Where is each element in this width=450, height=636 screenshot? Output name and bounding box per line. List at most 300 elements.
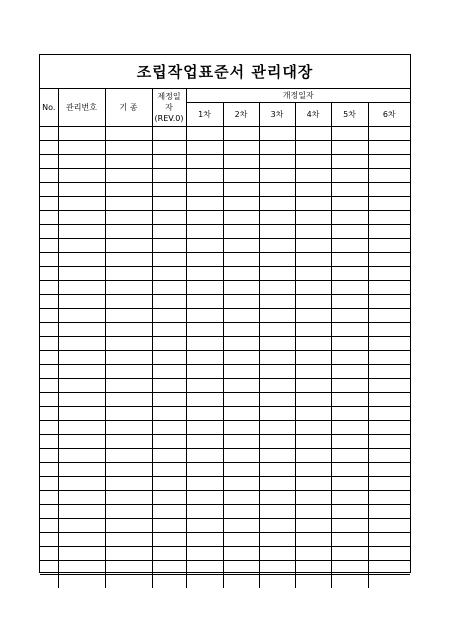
table-cell[interactable] xyxy=(368,378,410,392)
table-cell[interactable] xyxy=(186,238,223,252)
table-cell[interactable] xyxy=(152,420,186,434)
table-cell[interactable] xyxy=(58,308,105,322)
table-cell[interactable] xyxy=(152,574,186,588)
table-cell[interactable] xyxy=(58,462,105,476)
table-cell[interactable] xyxy=(223,350,259,364)
table-cell[interactable] xyxy=(259,392,295,406)
table-cell[interactable] xyxy=(295,126,331,140)
table-cell[interactable] xyxy=(223,280,259,294)
table-cell[interactable] xyxy=(58,238,105,252)
table-cell[interactable] xyxy=(223,504,259,518)
table-cell[interactable] xyxy=(152,560,186,574)
table-cell[interactable] xyxy=(331,336,368,350)
table-cell[interactable] xyxy=(40,140,58,154)
table-cell[interactable] xyxy=(368,560,410,574)
table-cell[interactable] xyxy=(58,294,105,308)
table-cell[interactable] xyxy=(331,518,368,532)
table-cell[interactable] xyxy=(58,350,105,364)
table-cell[interactable] xyxy=(152,238,186,252)
table-cell[interactable] xyxy=(58,154,105,168)
table-cell[interactable] xyxy=(105,490,152,504)
table-cell[interactable] xyxy=(368,532,410,546)
table-cell[interactable] xyxy=(105,252,152,266)
table-cell[interactable] xyxy=(58,546,105,560)
table-cell[interactable] xyxy=(331,476,368,490)
table-cell[interactable] xyxy=(58,140,105,154)
table-cell[interactable] xyxy=(295,140,331,154)
table-cell[interactable] xyxy=(186,462,223,476)
table-cell[interactable] xyxy=(186,476,223,490)
table-cell[interactable] xyxy=(40,364,58,378)
table-cell[interactable] xyxy=(295,532,331,546)
table-cell[interactable] xyxy=(105,518,152,532)
table-cell[interactable] xyxy=(223,210,259,224)
table-cell[interactable] xyxy=(105,560,152,574)
table-cell[interactable] xyxy=(259,308,295,322)
table-cell[interactable] xyxy=(259,266,295,280)
table-cell[interactable] xyxy=(331,504,368,518)
table-cell[interactable] xyxy=(58,322,105,336)
table-cell[interactable] xyxy=(331,434,368,448)
table-cell[interactable] xyxy=(186,336,223,350)
table-cell[interactable] xyxy=(295,294,331,308)
table-cell[interactable] xyxy=(58,280,105,294)
table-cell[interactable] xyxy=(368,546,410,560)
table-cell[interactable] xyxy=(186,126,223,140)
table-cell[interactable] xyxy=(368,280,410,294)
table-cell[interactable] xyxy=(186,378,223,392)
table-cell[interactable] xyxy=(186,420,223,434)
table-cell[interactable] xyxy=(58,224,105,238)
table-cell[interactable] xyxy=(186,504,223,518)
table-cell[interactable] xyxy=(105,350,152,364)
table-cell[interactable] xyxy=(223,154,259,168)
table-cell[interactable] xyxy=(368,168,410,182)
table-cell[interactable] xyxy=(152,196,186,210)
table-cell[interactable] xyxy=(58,210,105,224)
table-cell[interactable] xyxy=(105,364,152,378)
table-cell[interactable] xyxy=(295,434,331,448)
table-cell[interactable] xyxy=(105,532,152,546)
table-cell[interactable] xyxy=(295,196,331,210)
table-cell[interactable] xyxy=(40,210,58,224)
table-cell[interactable] xyxy=(40,336,58,350)
table-cell[interactable] xyxy=(259,364,295,378)
table-cell[interactable] xyxy=(223,140,259,154)
table-cell[interactable] xyxy=(295,462,331,476)
table-cell[interactable] xyxy=(186,168,223,182)
table-cell[interactable] xyxy=(259,168,295,182)
table-cell[interactable] xyxy=(186,518,223,532)
table-cell[interactable] xyxy=(295,224,331,238)
table-cell[interactable] xyxy=(368,350,410,364)
table-cell[interactable] xyxy=(58,196,105,210)
table-cell[interactable] xyxy=(331,238,368,252)
table-cell[interactable] xyxy=(331,532,368,546)
table-cell[interactable] xyxy=(152,140,186,154)
table-cell[interactable] xyxy=(105,434,152,448)
table-cell[interactable] xyxy=(259,196,295,210)
table-cell[interactable] xyxy=(58,574,105,588)
table-cell[interactable] xyxy=(295,182,331,196)
table-cell[interactable] xyxy=(152,280,186,294)
table-cell[interactable] xyxy=(186,224,223,238)
table-cell[interactable] xyxy=(223,238,259,252)
table-cell[interactable] xyxy=(152,364,186,378)
table-cell[interactable] xyxy=(259,462,295,476)
table-cell[interactable] xyxy=(368,518,410,532)
table-cell[interactable] xyxy=(223,574,259,588)
table-cell[interactable] xyxy=(331,392,368,406)
table-cell[interactable] xyxy=(40,504,58,518)
table-cell[interactable] xyxy=(259,322,295,336)
table-cell[interactable] xyxy=(295,560,331,574)
table-cell[interactable] xyxy=(223,322,259,336)
table-cell[interactable] xyxy=(105,196,152,210)
table-cell[interactable] xyxy=(223,532,259,546)
table-cell[interactable] xyxy=(152,182,186,196)
table-cell[interactable] xyxy=(105,392,152,406)
table-cell[interactable] xyxy=(223,378,259,392)
table-cell[interactable] xyxy=(295,350,331,364)
table-cell[interactable] xyxy=(331,406,368,420)
table-cell[interactable] xyxy=(223,336,259,350)
table-cell[interactable] xyxy=(223,266,259,280)
table-cell[interactable] xyxy=(368,434,410,448)
table-cell[interactable] xyxy=(368,574,410,588)
table-cell[interactable] xyxy=(295,476,331,490)
table-cell[interactable] xyxy=(331,140,368,154)
table-cell[interactable] xyxy=(259,238,295,252)
table-cell[interactable] xyxy=(223,196,259,210)
table-cell[interactable] xyxy=(331,490,368,504)
table-cell[interactable] xyxy=(223,168,259,182)
table-cell[interactable] xyxy=(223,490,259,504)
table-cell[interactable] xyxy=(40,308,58,322)
table-cell[interactable] xyxy=(223,420,259,434)
table-cell[interactable] xyxy=(368,364,410,378)
table-cell[interactable] xyxy=(331,546,368,560)
table-cell[interactable] xyxy=(259,406,295,420)
table-cell[interactable] xyxy=(186,574,223,588)
table-cell[interactable] xyxy=(186,280,223,294)
table-cell[interactable] xyxy=(105,238,152,252)
table-cell[interactable] xyxy=(223,434,259,448)
table-cell[interactable] xyxy=(152,224,186,238)
table-cell[interactable] xyxy=(295,546,331,560)
table-cell[interactable] xyxy=(368,182,410,196)
table-cell[interactable] xyxy=(40,518,58,532)
table-cell[interactable] xyxy=(40,266,58,280)
table-cell[interactable] xyxy=(105,378,152,392)
table-cell[interactable] xyxy=(152,322,186,336)
table-cell[interactable] xyxy=(331,182,368,196)
table-cell[interactable] xyxy=(105,336,152,350)
table-cell[interactable] xyxy=(186,532,223,546)
table-cell[interactable] xyxy=(368,392,410,406)
table-cell[interactable] xyxy=(368,420,410,434)
table-cell[interactable] xyxy=(105,476,152,490)
table-cell[interactable] xyxy=(40,378,58,392)
table-cell[interactable] xyxy=(331,210,368,224)
table-cell[interactable] xyxy=(186,182,223,196)
table-cell[interactable] xyxy=(295,322,331,336)
table-cell[interactable] xyxy=(259,518,295,532)
table-cell[interactable] xyxy=(368,490,410,504)
table-cell[interactable] xyxy=(223,462,259,476)
table-cell[interactable] xyxy=(259,140,295,154)
table-cell[interactable] xyxy=(40,182,58,196)
table-cell[interactable] xyxy=(295,392,331,406)
table-cell[interactable] xyxy=(186,434,223,448)
table-cell[interactable] xyxy=(152,532,186,546)
table-cell[interactable] xyxy=(40,154,58,168)
table-cell[interactable] xyxy=(105,126,152,140)
table-cell[interactable] xyxy=(368,294,410,308)
table-cell[interactable] xyxy=(186,308,223,322)
table-cell[interactable] xyxy=(58,126,105,140)
table-cell[interactable] xyxy=(259,350,295,364)
table-cell[interactable] xyxy=(223,406,259,420)
table-cell[interactable] xyxy=(186,406,223,420)
table-cell[interactable] xyxy=(152,518,186,532)
table-cell[interactable] xyxy=(223,518,259,532)
table-cell[interactable] xyxy=(368,224,410,238)
table-cell[interactable] xyxy=(368,308,410,322)
table-cell[interactable] xyxy=(295,238,331,252)
table-cell[interactable] xyxy=(40,238,58,252)
table-cell[interactable] xyxy=(152,378,186,392)
table-cell[interactable] xyxy=(58,266,105,280)
table-cell[interactable] xyxy=(331,308,368,322)
table-cell[interactable] xyxy=(186,364,223,378)
table-cell[interactable] xyxy=(40,462,58,476)
table-cell[interactable] xyxy=(259,448,295,462)
table-cell[interactable] xyxy=(58,448,105,462)
table-cell[interactable] xyxy=(105,210,152,224)
table-cell[interactable] xyxy=(40,420,58,434)
table-cell[interactable] xyxy=(259,476,295,490)
table-cell[interactable] xyxy=(152,126,186,140)
table-cell[interactable] xyxy=(40,406,58,420)
table-cell[interactable] xyxy=(259,126,295,140)
table-cell[interactable] xyxy=(105,322,152,336)
table-cell[interactable] xyxy=(295,518,331,532)
table-cell[interactable] xyxy=(331,420,368,434)
table-cell[interactable] xyxy=(259,574,295,588)
table-cell[interactable] xyxy=(295,364,331,378)
table-cell[interactable] xyxy=(152,252,186,266)
table-cell[interactable] xyxy=(105,168,152,182)
table-cell[interactable] xyxy=(223,294,259,308)
table-cell[interactable] xyxy=(295,504,331,518)
table-cell[interactable] xyxy=(152,168,186,182)
table-cell[interactable] xyxy=(105,280,152,294)
table-cell[interactable] xyxy=(152,210,186,224)
table-cell[interactable] xyxy=(40,294,58,308)
table-cell[interactable] xyxy=(58,518,105,532)
table-cell[interactable] xyxy=(40,434,58,448)
table-cell[interactable] xyxy=(223,224,259,238)
table-cell[interactable] xyxy=(223,252,259,266)
table-cell[interactable] xyxy=(105,308,152,322)
table-cell[interactable] xyxy=(295,154,331,168)
table-cell[interactable] xyxy=(368,252,410,266)
table-cell[interactable] xyxy=(58,406,105,420)
table-cell[interactable] xyxy=(295,168,331,182)
table-cell[interactable] xyxy=(186,294,223,308)
table-cell[interactable] xyxy=(259,490,295,504)
table-cell[interactable] xyxy=(186,546,223,560)
table-cell[interactable] xyxy=(40,574,58,588)
table-cell[interactable] xyxy=(368,476,410,490)
table-cell[interactable] xyxy=(58,168,105,182)
table-cell[interactable] xyxy=(259,560,295,574)
table-cell[interactable] xyxy=(40,476,58,490)
table-cell[interactable] xyxy=(295,280,331,294)
table-cell[interactable] xyxy=(331,280,368,294)
table-cell[interactable] xyxy=(186,322,223,336)
table-cell[interactable] xyxy=(295,378,331,392)
table-cell[interactable] xyxy=(40,532,58,546)
table-cell[interactable] xyxy=(295,266,331,280)
table-cell[interactable] xyxy=(331,322,368,336)
table-cell[interactable] xyxy=(152,154,186,168)
table-cell[interactable] xyxy=(58,560,105,574)
table-cell[interactable] xyxy=(223,546,259,560)
table-cell[interactable] xyxy=(186,140,223,154)
table-cell[interactable] xyxy=(331,252,368,266)
table-cell[interactable] xyxy=(223,560,259,574)
table-cell[interactable] xyxy=(259,504,295,518)
table-cell[interactable] xyxy=(331,168,368,182)
table-cell[interactable] xyxy=(331,196,368,210)
table-cell[interactable] xyxy=(368,126,410,140)
table-cell[interactable] xyxy=(368,266,410,280)
table-cell[interactable] xyxy=(40,392,58,406)
table-cell[interactable] xyxy=(105,546,152,560)
table-cell[interactable] xyxy=(259,378,295,392)
table-cell[interactable] xyxy=(331,574,368,588)
table-cell[interactable] xyxy=(58,378,105,392)
table-cell[interactable] xyxy=(331,378,368,392)
table-cell[interactable] xyxy=(368,336,410,350)
table-cell[interactable] xyxy=(259,252,295,266)
table-cell[interactable] xyxy=(259,294,295,308)
table-cell[interactable] xyxy=(152,350,186,364)
table-cell[interactable] xyxy=(105,574,152,588)
table-cell[interactable] xyxy=(58,490,105,504)
table-cell[interactable] xyxy=(105,224,152,238)
table-cell[interactable] xyxy=(186,154,223,168)
table-cell[interactable] xyxy=(40,126,58,140)
table-cell[interactable] xyxy=(186,196,223,210)
table-cell[interactable] xyxy=(40,448,58,462)
table-cell[interactable] xyxy=(259,434,295,448)
table-cell[interactable] xyxy=(152,546,186,560)
table-cell[interactable] xyxy=(105,462,152,476)
table-cell[interactable] xyxy=(152,434,186,448)
table-cell[interactable] xyxy=(152,294,186,308)
table-cell[interactable] xyxy=(259,154,295,168)
table-cell[interactable] xyxy=(223,476,259,490)
table-cell[interactable] xyxy=(368,322,410,336)
table-cell[interactable] xyxy=(295,308,331,322)
table-cell[interactable] xyxy=(40,490,58,504)
table-cell[interactable] xyxy=(105,182,152,196)
table-cell[interactable] xyxy=(368,406,410,420)
table-cell[interactable] xyxy=(368,238,410,252)
table-cell[interactable] xyxy=(40,546,58,560)
table-cell[interactable] xyxy=(331,462,368,476)
table-cell[interactable] xyxy=(152,266,186,280)
table-cell[interactable] xyxy=(105,294,152,308)
table-cell[interactable] xyxy=(152,392,186,406)
table-cell[interactable] xyxy=(58,252,105,266)
table-cell[interactable] xyxy=(259,546,295,560)
table-cell[interactable] xyxy=(186,448,223,462)
table-cell[interactable] xyxy=(186,210,223,224)
table-cell[interactable] xyxy=(40,168,58,182)
table-cell[interactable] xyxy=(186,490,223,504)
table-cell[interactable] xyxy=(331,350,368,364)
table-cell[interactable] xyxy=(295,406,331,420)
table-cell[interactable] xyxy=(295,210,331,224)
table-cell[interactable] xyxy=(40,196,58,210)
table-cell[interactable] xyxy=(368,210,410,224)
table-cell[interactable] xyxy=(105,504,152,518)
table-cell[interactable] xyxy=(368,196,410,210)
table-cell[interactable] xyxy=(152,476,186,490)
table-cell[interactable] xyxy=(259,224,295,238)
table-cell[interactable] xyxy=(152,490,186,504)
table-cell[interactable] xyxy=(105,266,152,280)
table-cell[interactable] xyxy=(295,252,331,266)
table-cell[interactable] xyxy=(186,350,223,364)
table-cell[interactable] xyxy=(368,448,410,462)
table-cell[interactable] xyxy=(331,364,368,378)
table-cell[interactable] xyxy=(40,224,58,238)
table-cell[interactable] xyxy=(105,448,152,462)
table-cell[interactable] xyxy=(259,280,295,294)
table-cell[interactable] xyxy=(295,448,331,462)
table-cell[interactable] xyxy=(58,364,105,378)
table-cell[interactable] xyxy=(259,336,295,350)
table-cell[interactable] xyxy=(295,574,331,588)
table-cell[interactable] xyxy=(105,140,152,154)
table-cell[interactable] xyxy=(40,280,58,294)
table-cell[interactable] xyxy=(40,350,58,364)
table-cell[interactable] xyxy=(58,392,105,406)
table-cell[interactable] xyxy=(331,126,368,140)
table-cell[interactable] xyxy=(368,462,410,476)
table-cell[interactable] xyxy=(40,560,58,574)
table-cell[interactable] xyxy=(223,182,259,196)
table-cell[interactable] xyxy=(368,504,410,518)
table-cell[interactable] xyxy=(295,420,331,434)
table-cell[interactable] xyxy=(186,560,223,574)
table-cell[interactable] xyxy=(105,154,152,168)
table-cell[interactable] xyxy=(331,294,368,308)
table-cell[interactable] xyxy=(58,420,105,434)
table-cell[interactable] xyxy=(295,336,331,350)
table-cell[interactable] xyxy=(105,406,152,420)
table-cell[interactable] xyxy=(223,392,259,406)
table-cell[interactable] xyxy=(40,252,58,266)
table-cell[interactable] xyxy=(58,532,105,546)
table-cell[interactable] xyxy=(331,448,368,462)
table-cell[interactable] xyxy=(186,266,223,280)
